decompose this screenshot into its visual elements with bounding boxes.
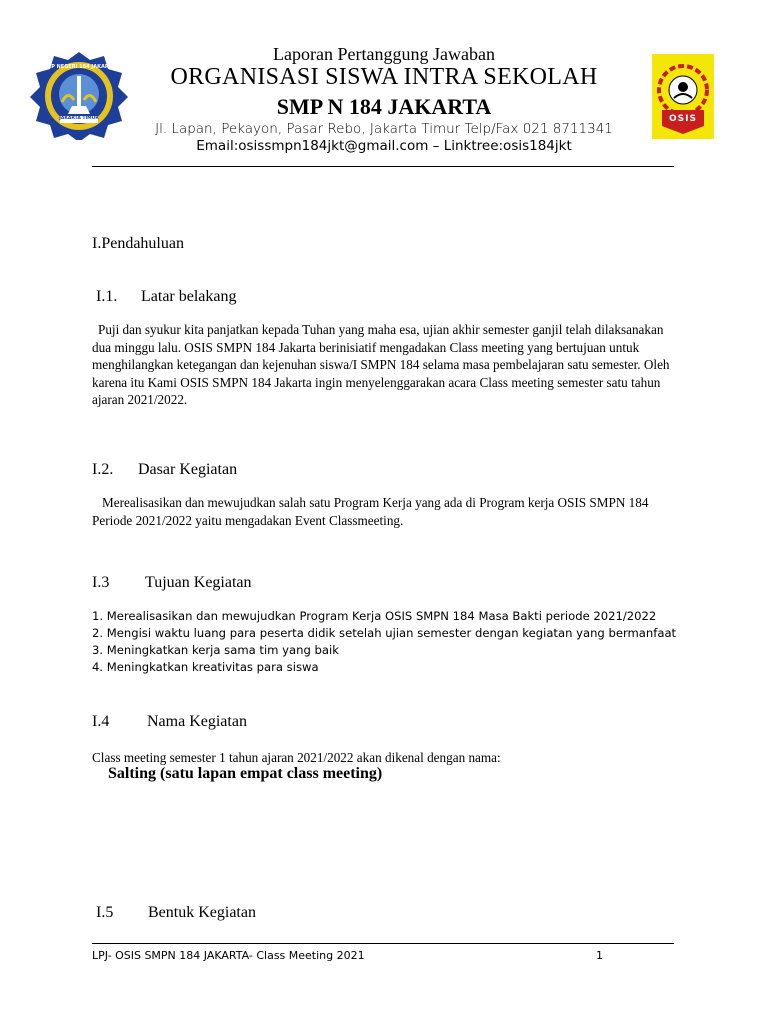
school-logo — [28, 50, 130, 140]
event-name: Salting (satu lapan empat class meeting) — [108, 765, 383, 782]
school-logo-text-bottom: JAKARTA TIMUR — [59, 116, 99, 121]
section-1-title: Latar belakang — [141, 288, 237, 305]
school-name: SMP N 184 JAKARTA — [276, 94, 492, 119]
section-2-title: Dasar Kegiatan — [138, 461, 238, 478]
section-3-title: Tujuan Kegiatan — [145, 574, 252, 591]
section-5-title: Bentuk Kegiatan — [148, 904, 256, 921]
section-intro-title: I.Pendahuluan — [92, 235, 184, 252]
header-divider — [92, 166, 674, 167]
school-address: Jl. Lapan, Pekayon, Pasar Rebo, Jakarta Timur Telp/Fax 021 8711341 — [155, 121, 613, 137]
school-contact: Email:osissmpn184jkt@gmail.com – Linktree:osis184jkt — [196, 138, 572, 154]
footer-text: LPJ- OSIS SMPN 184 JAKARTA- Class Meeting 2021 — [92, 949, 365, 962]
section-1-number: I.1. — [96, 288, 118, 305]
section-1-body: Puji dan syukur kita panjatkan kepada Tuhan yang maha esa, ujian akhir semester ganjil telah dilaksanakan dua minggu lalu. OSIS SMPN 184 Jakarta berinisiatif mengadakan Class meeting yang bertujuan untuk menghilangkan ketegangan dan kejenuhan siswa/I SMPN 184 selama masa pembelajaran satu semester. Oleh karena itu Kami OSIS SMPN 184 Jakarta ingin menyelenggarakan acara Class meeting semester satu tahun ajaran 2021/2022. — [92, 322, 670, 408]
page-number: 1 — [596, 949, 603, 962]
section-4-title: Nama Kegiatan — [147, 713, 247, 730]
section-4-body: Class meeting semester 1 tahun ajaran 2021/2022 akan dikenal dengan nama: — [92, 750, 501, 765]
school-logo-text-top: SMP NEGERI 184 JAKARTA — [42, 64, 116, 70]
section-3-number: I.3 — [92, 574, 110, 591]
section-5-number: I.5 — [96, 904, 114, 921]
organization-name: ORGANISASI SISWA INTRA SEKOLAH — [170, 64, 598, 90]
list-item: 1. Merealisasikan dan mewujudkan Program Kerja OSIS SMPN 184 Masa Bakti periode 2021/2022 — [92, 609, 657, 623]
objectives-list — [92, 608, 676, 676]
osis-logo — [652, 54, 714, 139]
list-item: 4. Meningkatkan kreativitas para siswa — [92, 660, 319, 674]
osis-logo-text: OSIS — [669, 114, 697, 124]
report-subtitle: Laporan Pertanggung Jawaban — [273, 44, 495, 64]
section-4-number: I.4 — [92, 713, 110, 730]
list-item: 3. Meningkatkan kerja sama tim yang baik — [92, 643, 339, 657]
section-2-body: Merealisasikan dan mewujudkan salah satu Program Kerja yang ada di Program kerja OSIS SMPN 184 Periode 2021/2022 yaitu mengadakan Event Classmeeting. — [92, 495, 649, 528]
list-item: 2. Mengisi waktu luang para peserta didik setelah ujian semester dengan kegiatan yang bermanfaat — [92, 626, 677, 640]
footer-divider — [92, 943, 674, 944]
section-2-number: I.2. — [92, 461, 114, 478]
